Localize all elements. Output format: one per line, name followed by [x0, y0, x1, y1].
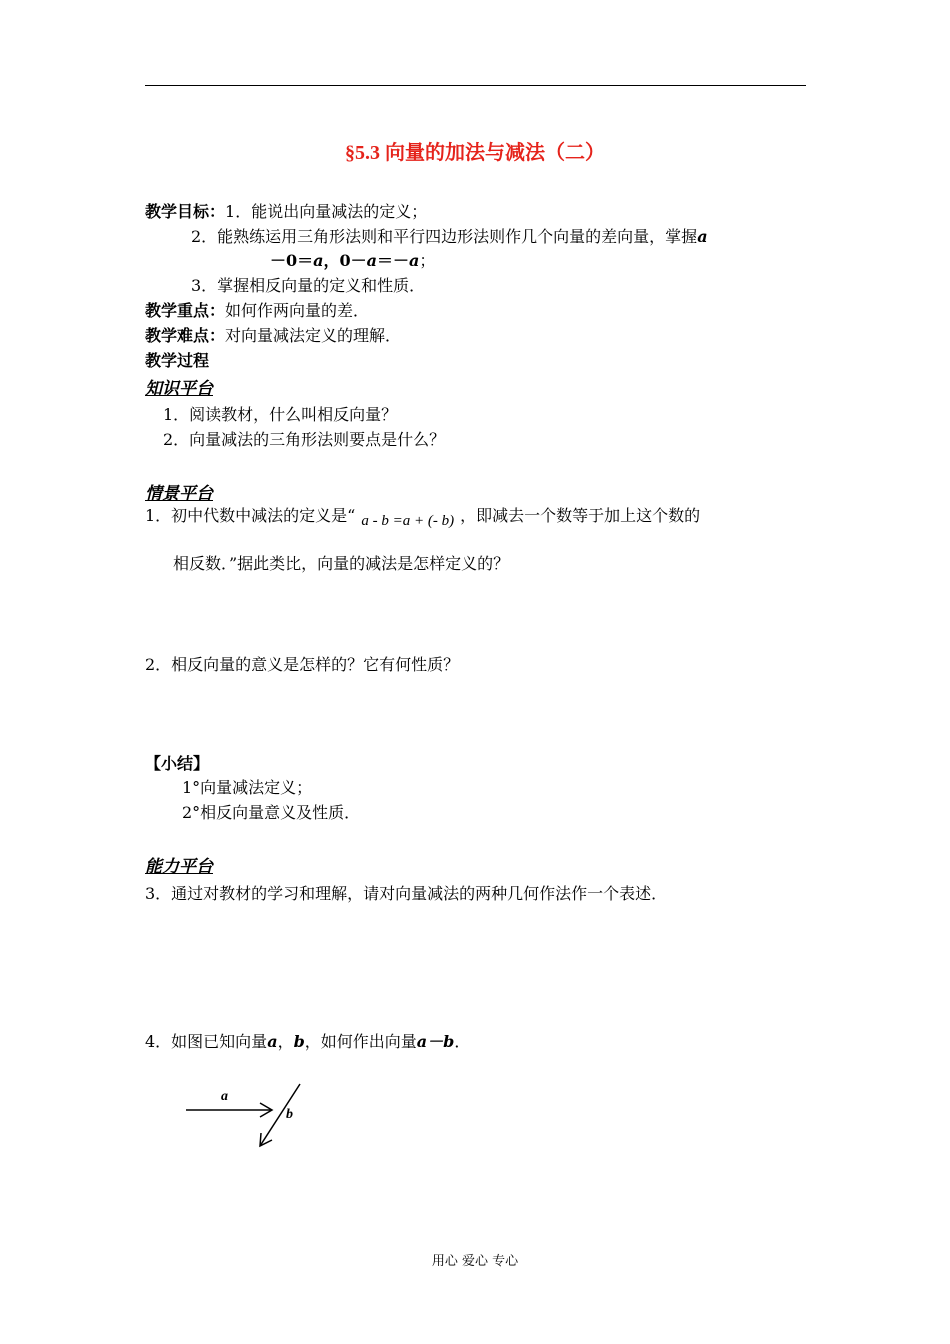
goals-line-3: 3．掌握相反向量的定义和性质．	[191, 276, 426, 295]
vector-a-arrow	[186, 1103, 272, 1117]
scenario-q1	[145, 505, 700, 528]
knowledge-q1: 1．阅读教材，什么叫相反向量？	[163, 405, 398, 424]
vector-b-arrow	[260, 1084, 300, 1146]
process-label: 教学过程	[145, 351, 210, 370]
vector-figure	[180, 1080, 320, 1155]
goals-line-2	[191, 226, 708, 248]
vector-a: a	[313, 251, 324, 270]
scenario-q1-pre: 1．初中代数中减法的定义是“	[145, 506, 356, 525]
goals-item-2-formula: ＝－	[377, 251, 410, 270]
summary-heading: 【小结】	[145, 754, 210, 773]
goals-line-2b	[270, 250, 435, 272]
knowledge-heading: 知识平台	[145, 379, 213, 399]
scenario-heading: 情景平台	[145, 484, 213, 504]
difficulty-text: 对向量减法定义的理解．	[225, 326, 402, 345]
page-title: §5.3 向量的加法与减法（二）	[345, 142, 605, 164]
summary-item-2: 2°相反向量意义及性质．	[182, 803, 361, 822]
key-point-text: 如何作两向量的差．	[225, 301, 370, 320]
ability-q3: 3．通过对教材的学习和理解，请对向量减法的两种几何作法作一个表述．	[145, 884, 668, 903]
scenario-q1-line2: 相反数．”据此类比，向量的减法是怎样定义的？	[173, 554, 510, 573]
key-point-label: 教学重点：	[145, 301, 226, 320]
vector-a: a	[267, 1032, 278, 1051]
summary-item-1: 1°向量减法定义；	[182, 778, 313, 797]
vector-a-minus-b: a－b	[416, 1032, 455, 1051]
subtraction-formula: a - b =a + (- b)	[361, 513, 455, 529]
vector-b: b	[293, 1032, 305, 1051]
goals-item-2-end: ；	[419, 251, 436, 270]
goals-item-2-formula: ，0－	[323, 251, 367, 270]
goals-item-1: 1．能说出向量减法的定义；	[225, 202, 428, 221]
scenario-q2: 2．相反向量的意义是怎样的？它有何性质？	[145, 655, 460, 674]
figure-label-a: a	[221, 1089, 228, 1104]
knowledge-q2: 2．向量减法的三角形法则要点是什么？	[163, 430, 446, 449]
ability-q4-pre: 4．如图已知向量	[145, 1032, 268, 1051]
ability-q4-mid: ，如何作出向量	[304, 1032, 417, 1051]
ability-q4-comma: ，	[277, 1032, 294, 1051]
ability-q4	[145, 1031, 470, 1053]
goals-label: 教学目标：	[145, 202, 226, 221]
vector-a: a	[409, 251, 420, 270]
goals-item-2: 2．能熟练运用三角形法则和平行四边形法则作几个向量的差向量，掌握	[191, 227, 698, 246]
key-point	[145, 300, 369, 322]
difficulty-label: 教学难点：	[145, 326, 226, 345]
difficulty	[145, 325, 401, 347]
goals-item-2-formula: －0＝	[270, 251, 314, 270]
ability-heading: 能力平台	[145, 857, 213, 877]
vector-a: a	[366, 251, 378, 270]
ability-q4-end: ．	[454, 1032, 471, 1051]
header-rule	[145, 85, 806, 86]
figure-label-b: b	[286, 1107, 293, 1122]
goals-line-1	[145, 201, 427, 223]
page-footer: 用心 爱心 专心	[431, 1254, 519, 1269]
vector-a: a	[697, 227, 708, 246]
scenario-q1-post: ，即减去一个数等于加上这个数的	[460, 506, 701, 525]
